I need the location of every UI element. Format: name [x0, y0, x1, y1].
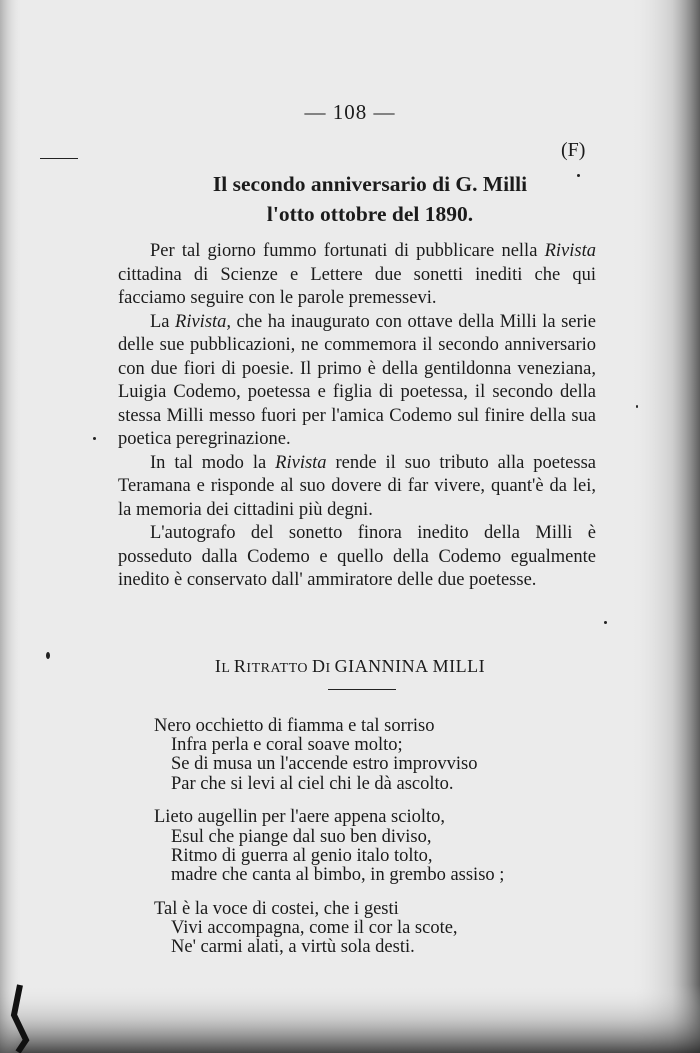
poem-stanza: [154, 900, 594, 958]
prose-body: [118, 240, 596, 593]
page-subtitle: l'otto ottobre del 1890.: [266, 202, 474, 226]
poem-title: [0, 656, 700, 677]
poem-title-smallcaps: L: [221, 661, 234, 676]
italic-title-rivista: Rivista: [275, 452, 327, 473]
verse-line: madre che canta al bimbo, in grembo assiso ;: [171, 864, 505, 885]
poem-title-smallcaps: I: [325, 661, 335, 676]
verse-line: Ne' carmi alati, a virtù sola desti.: [171, 937, 415, 958]
ink-speck: [93, 437, 96, 440]
margin-rule: [40, 158, 78, 159]
paragraph: [118, 240, 596, 311]
verse-line: Nero occhietto di fiamma e tal sorriso: [154, 716, 435, 736]
verse-line: Vivi accompagna, come il cor la scote,: [171, 917, 458, 938]
paragraph-text: cittadina di Scienze e Lettere due sonetti inediti che qui facciamo seguire con le parole premessevi.: [118, 264, 596, 308]
verse-line: Ritmo di guerra al genio italo tolto,: [171, 845, 433, 866]
poem-stanza: [154, 808, 594, 885]
verse-line: Tal è la voce di costei, che i gesti: [154, 898, 399, 919]
poem-title-initial: R: [233, 656, 247, 676]
ink-speck: [604, 621, 607, 624]
page-number: — 108 —: [304, 100, 396, 124]
paragraph: [118, 522, 596, 593]
poem-body: [154, 717, 594, 972]
paragraph-text: rende il suo tributo alla poetessa Teramana e risponde al suo dovere di far vivere, quant'è da lei, la memoria dei cittadini più degni.: [118, 452, 596, 520]
paragraph-text: La: [150, 311, 176, 332]
italic-title-rivista: Rivista,: [175, 311, 232, 332]
paragraph: [118, 311, 596, 452]
paragraph: [118, 452, 596, 523]
poem-title-smallcaps: ITRATTO: [246, 661, 312, 676]
paragraph-text: In tal modo la: [150, 452, 276, 473]
paragraph-text: L'autografo del sonetto finora inedito della Milli è posseduto dalla Codemo e quello della Codemo egualmente inedito è conservato dall' ammiratore delle due poetesse.: [118, 523, 596, 590]
poem-title-initial: D: [311, 656, 326, 676]
verse-line: Esul che piange dal suo ben diviso,: [171, 826, 432, 847]
section-marker: (F): [561, 139, 586, 161]
italic-title-rivista: Rivista: [544, 241, 596, 261]
poem-title-name: GIANNINA MILLI: [334, 656, 486, 676]
poem-stanza: [154, 717, 594, 794]
poem-title-initial: I: [214, 656, 222, 676]
page-title: Il secondo anniversario di G. Milli: [212, 172, 528, 196]
paragraph-text: che ha inaugurato con ottave della Milli la serie delle sue pubblicazioni, ne commemora il secondo anniversario con due fiori di poesie. Il primo è della gentildonna veneziana, Luigia Codemo, poetessa e figlia di poetessa, il secondo della stessa Milli messo fuori per l'amica Codemo sul finire della sua poetica peregrinazione.: [118, 311, 596, 449]
ink-speck: [636, 405, 638, 408]
verse-line: Lieto augellin per l'aere appena sciolto,: [154, 807, 445, 828]
verse-line: Se di musa un l'accende estro improvviso: [171, 754, 478, 775]
paragraph-text: Per tal giorno fummo fortunati di pubblicare nella: [150, 241, 545, 261]
verse-line: Infra perla e coral soave molto;: [171, 735, 403, 756]
poem-title-rule: [328, 689, 396, 690]
verse-line: Par che si levi al ciel chi le dà ascolto.: [171, 773, 454, 794]
